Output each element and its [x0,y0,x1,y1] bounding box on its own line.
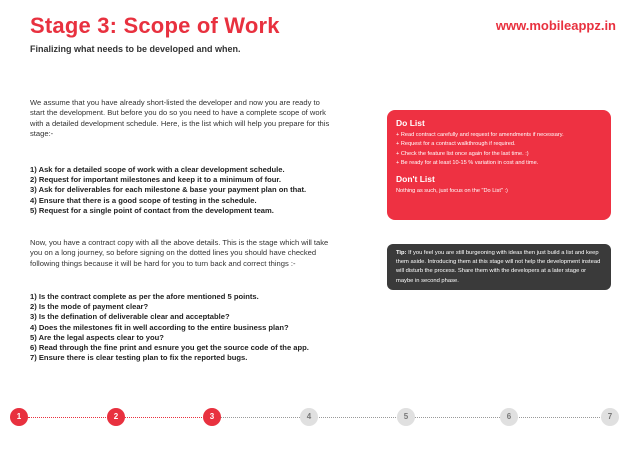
page-title: Stage 3: Scope of Work [30,13,280,38]
list-item: 1) Is the contract complete as per the afore mentioned 5 points. [30,292,259,301]
page-subtitle: Finalizing what needs to be developed and when. [30,44,241,54]
intro-paragraph: We assume that you have already short-listed the developer and now you are ready to start the development. But before you do so you need to have a complete scope of work with a detailed development schedule. Here, is the list which will help you prepare for this stage:- [30,98,330,139]
list-item: + Be ready for at least 10-15 % variation in cost and time. [396,159,539,166]
tip-text: If you feel you are still burgeoning with ideas then just build a list and keep them aside. Introducing them at this stage will not help the development instead will disturb the process. Share them with the developers at a later stage or maybe in second phase. [396,250,601,284]
list-item: 2) Is the mode of payment clear? [30,302,149,312]
list-item: 3) Ask for deliverables for each milestone & base your payment plan on that. [30,185,307,195]
list-item: 5) Request for a single point of contact from the development team. [30,205,274,215]
step-3[interactable]: 3 [203,408,221,426]
list-item: 4) Ensure that there is a good scope of testing in the schedule. [30,195,257,205]
progress-line-todo [220,417,612,419]
list-item: 1) Ask for a detailed scope of work with a clear development schedule. [30,165,285,174]
step-6[interactable]: 6 [500,408,518,426]
tip-label: Tip: [396,250,407,256]
dont-list-heading: Don't List [396,174,435,185]
contract-checklist [30,292,360,363]
list-item: 6) Read through the fine print and esnure you get the source code of the app. [30,343,309,353]
do-list-heading: Do List [396,118,425,128]
list-item: 4) Does the milestones fit in well according to the entire business plan? [30,322,289,332]
list-item: + Read contract carefully and request for amendments if necessary. [396,132,564,138]
step-5[interactable]: 5 [397,408,415,426]
tip-panel [387,244,611,290]
stage-progress [10,408,628,428]
contract-paragraph: Now, you have a contract copy with all the above details. This is the stage which will take you on a long journey, so before signing on the dotted lines you should have checked following things because it will be hard for you to turn back and correct things :- [30,238,329,268]
website-link[interactable]: www.mobileappz.in [495,18,616,33]
list-item: + Check the feature list once again for the last time. :) [396,150,529,157]
step-2[interactable]: 2 [107,408,125,426]
scope-checklist [30,165,360,216]
list-item: 3) Is the defination of deliverable clear and acceptable? [30,312,230,322]
list-item: 7) Ensure there is clear testing plan to fix the reported bugs. [30,353,248,363]
list-item: + Request for a contract walkthrough if required. [396,141,516,148]
step-1[interactable]: 1 [10,408,28,426]
list-item: 2) Request for important milestones and keep it to a minimum of four. [30,175,282,185]
do-dont-panel [387,110,611,220]
dont-list-text: Nothing as such, just focus on the "Do List" :) [396,188,508,195]
step-4[interactable]: 4 [300,408,318,426]
list-item: 5) Are the legal aspects clear to you? [30,332,164,342]
do-list [396,131,602,168]
step-7[interactable]: 7 [601,408,619,426]
